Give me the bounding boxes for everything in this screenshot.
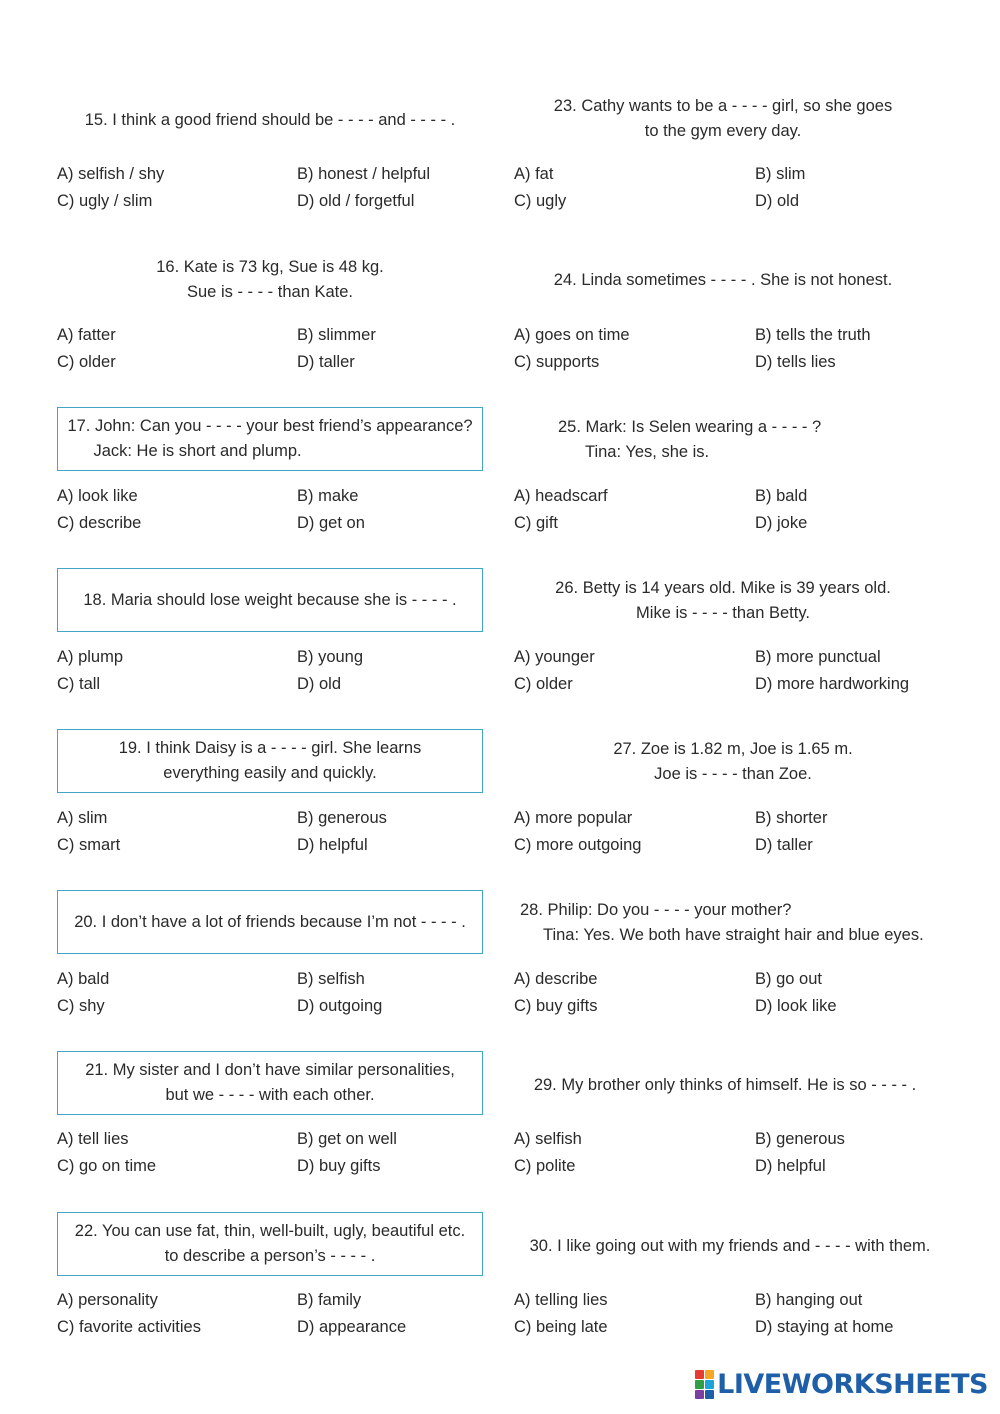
option-19-d[interactable]: D) helpful	[297, 836, 368, 854]
option-27-c[interactable]: C) more outgoing	[514, 836, 642, 854]
option-30-b[interactable]: B) hanging out	[755, 1291, 863, 1309]
stem-line: 20. I don’t have a lot of friends because I’m not - - - - .	[74, 912, 466, 931]
stem-line: Jack: He is short and plump.	[93, 442, 302, 460]
question-18-stem	[57, 568, 483, 632]
option-18-b[interactable]: B) young	[297, 648, 364, 666]
stem-line: 22. You can use fat, thin, well-built, ugly, beautiful etc.	[74, 1222, 466, 1240]
option-17-c[interactable]: C) describe	[57, 514, 142, 532]
option-21-c[interactable]: C) go on time	[57, 1157, 157, 1175]
option-24-b[interactable]: B) tells the truth	[755, 326, 871, 344]
option-16-c[interactable]: C) older	[57, 353, 116, 371]
option-19-a[interactable]: A) slim	[57, 809, 108, 827]
question-25-stem	[510, 415, 936, 465]
option-26-b[interactable]: B) more punctual	[755, 648, 881, 666]
option-19-b[interactable]: B) generous	[297, 809, 387, 827]
option-16-a[interactable]: A) fatter	[57, 326, 116, 344]
stem-line: Tina: Yes, she is.	[585, 443, 710, 461]
stem-line: to the gym every day.	[644, 122, 802, 140]
stem-line: 30. I like going out with my friends and - - - - with them.	[529, 1236, 931, 1255]
question-21-stem	[57, 1051, 483, 1115]
option-27-a[interactable]: A) more popular	[514, 809, 633, 827]
stem-line: Tina: Yes. We both have straight hair and blue eyes.	[543, 926, 924, 944]
option-22-c[interactable]: C) favorite activities	[57, 1318, 201, 1336]
stem-line: 27. Zoe is 1.82 m, Joe is 1.65 m.	[613, 740, 853, 758]
option-24-c[interactable]: C) supports	[514, 353, 600, 371]
option-17-b[interactable]: B) make	[297, 487, 359, 505]
option-17-d[interactable]: D) get on	[297, 514, 365, 532]
option-30-c[interactable]: C) being late	[514, 1318, 608, 1336]
stem-line: everything easily and quickly.	[163, 764, 377, 782]
option-19-c[interactable]: C) smart	[57, 836, 121, 854]
option-21-b[interactable]: B) get on well	[297, 1130, 397, 1148]
option-17-a[interactable]: A) look like	[57, 487, 138, 505]
stem-line: 15. I think a good friend should be - - - - and - - - - .	[84, 110, 456, 129]
stem-line: 21. My sister and I don’t have similar personalities,	[85, 1061, 455, 1079]
option-22-a[interactable]: A) personality	[57, 1291, 158, 1309]
option-29-a[interactable]: A) selfish	[514, 1130, 582, 1148]
stem-line: Sue is - - - - than Kate.	[187, 283, 353, 301]
question-29-stem	[510, 1060, 940, 1110]
option-24-a[interactable]: A) goes on time	[514, 326, 630, 344]
question-17-stem	[57, 407, 483, 471]
option-21-a[interactable]: A) tell lies	[57, 1130, 129, 1148]
question-16-stem	[57, 255, 483, 305]
option-28-b[interactable]: B) go out	[755, 970, 822, 988]
question-30-stem	[510, 1221, 950, 1271]
option-20-d[interactable]: D) outgoing	[297, 997, 383, 1015]
option-18-c[interactable]: C) tall	[57, 675, 101, 693]
option-25-a[interactable]: A) headscarf	[514, 487, 608, 505]
question-20-stem	[57, 890, 483, 954]
option-15-b[interactable]: B) honest / helpful	[297, 165, 430, 183]
question-23-stem	[510, 94, 936, 144]
stem-line: to describe a person’s - - - - .	[164, 1247, 376, 1265]
question-15-stem	[57, 95, 483, 145]
option-23-b[interactable]: B) slim	[755, 165, 806, 183]
option-23-a[interactable]: A) fat	[514, 165, 554, 183]
option-28-c[interactable]: C) buy gifts	[514, 997, 598, 1015]
stem-line: 26. Betty is 14 years old. Mike is 39 years old.	[555, 579, 891, 597]
question-27-stem	[520, 737, 946, 787]
option-24-d[interactable]: D) tells lies	[755, 353, 836, 371]
question-22-stem	[57, 1212, 483, 1276]
stem-line: 28. Philip: Do you - - - - your mother?	[520, 901, 792, 919]
stem-line: 19. I think Daisy is a - - - - girl. She learns	[118, 739, 422, 757]
option-25-d[interactable]: D) joke	[755, 514, 808, 532]
option-21-d[interactable]: D) buy gifts	[297, 1157, 381, 1175]
option-20-c[interactable]: C) shy	[57, 997, 105, 1015]
option-15-d[interactable]: D) old / forgetful	[297, 192, 415, 210]
option-20-a[interactable]: A) bald	[57, 970, 110, 988]
stem-line: 24. Linda sometimes - - - - . She is not honest.	[553, 270, 893, 289]
question-28-stem	[510, 898, 950, 948]
stem-line: but we - - - - with each other.	[165, 1086, 375, 1104]
option-18-a[interactable]: A) plump	[57, 648, 124, 666]
option-27-d[interactable]: D) taller	[755, 836, 813, 854]
option-20-b[interactable]: B) selfish	[297, 970, 365, 988]
option-28-d[interactable]: D) look like	[755, 997, 837, 1015]
option-26-c[interactable]: C) older	[514, 675, 573, 693]
stem-line: 17. John: Can you - - - - your best friend’s appearance?	[67, 417, 473, 435]
option-22-d[interactable]: D) appearance	[297, 1318, 407, 1336]
liveworksheets-logo[interactable]	[695, 1369, 988, 1400]
option-26-d[interactable]: D) more hardworking	[755, 675, 910, 693]
stem-line: 18. Maria should lose weight because she is - - - - .	[83, 590, 457, 609]
option-15-c[interactable]: C) ugly / slim	[57, 192, 153, 210]
stem-line: Mike is - - - - than Betty.	[636, 604, 810, 622]
logo-text: LIVEWORKSHEETS	[717, 1369, 988, 1400]
question-26-stem	[510, 576, 936, 626]
option-18-d[interactable]: D) old	[297, 675, 342, 693]
option-25-b[interactable]: B) bald	[755, 487, 808, 505]
option-29-d[interactable]: D) helpful	[755, 1157, 826, 1175]
option-22-b[interactable]: B) family	[297, 1291, 362, 1309]
question-24-stem	[510, 255, 936, 305]
option-27-b[interactable]: B) shorter	[755, 809, 828, 827]
option-28-a[interactable]: A) describe	[514, 970, 598, 988]
stem-line: 25. Mark: Is Selen wearing a - - - - ?	[558, 418, 822, 436]
option-30-d[interactable]: D) staying at home	[755, 1318, 894, 1336]
question-19-stem	[57, 729, 483, 793]
stem-line: 29. My brother only thinks of himself. He is so - - - - .	[533, 1075, 917, 1094]
liveworksheets-logo-icon	[695, 1370, 714, 1399]
option-16-d[interactable]: D) taller	[297, 353, 355, 371]
option-26-a[interactable]: A) younger	[514, 648, 595, 666]
option-25-c[interactable]: C) gift	[514, 514, 559, 532]
option-15-a[interactable]: A) selfish / shy	[57, 165, 165, 183]
option-16-b[interactable]: B) slimmer	[297, 326, 376, 344]
option-23-d[interactable]: D) old	[755, 192, 800, 210]
stem-line: Joe is - - - - than Zoe.	[654, 765, 812, 783]
stem-line: 23. Cathy wants to be a - - - - girl, so she goes	[553, 97, 893, 115]
option-30-a[interactable]: A) telling lies	[514, 1291, 608, 1309]
stem-line: 16. Kate is 73 kg, Sue is 48 kg.	[156, 258, 384, 276]
option-29-c[interactable]: C) polite	[514, 1157, 576, 1175]
option-29-b[interactable]: B) generous	[755, 1130, 845, 1148]
option-23-c[interactable]: C) ugly	[514, 192, 567, 210]
